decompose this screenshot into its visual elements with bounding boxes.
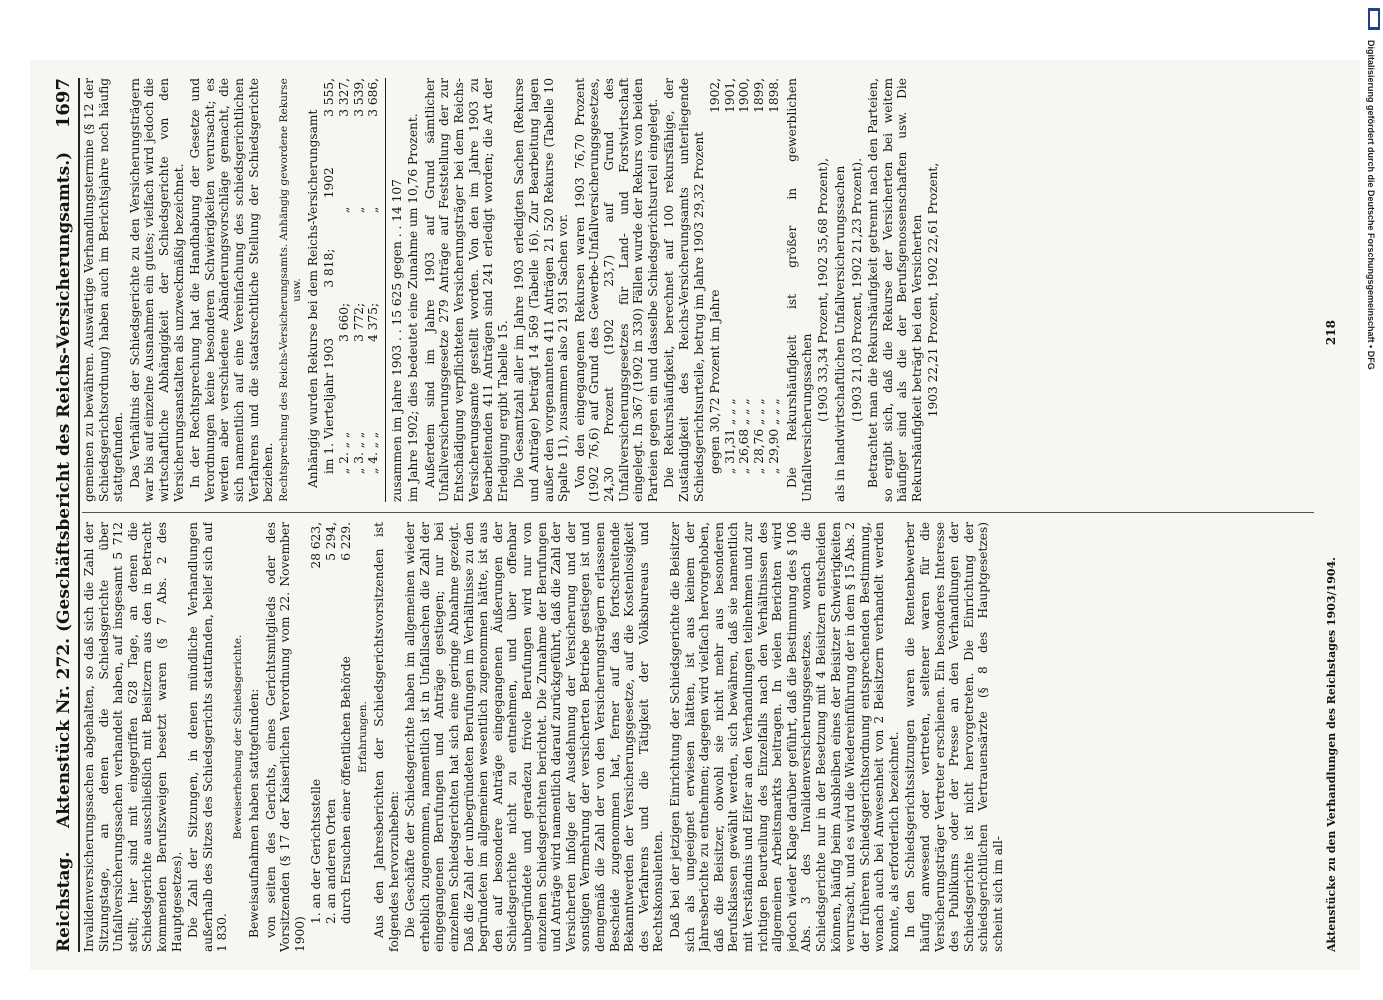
list-item: „ 31,31 „ „ „ 1901, [722,78,737,474]
list-item: „ 29,90 „ „ „ 1898. [766,78,781,474]
section-heading: Rechtsprechung des Reichs-Versicherungsamts. Anhängig gewordene Rekurse usw. [277,78,303,502]
section-heading: Beweiserhebung der Schiedsgerichte. [231,634,244,840]
dfg-logo-icon [1368,8,1380,30]
paragraph: Betrachtet man die Rekurshäufigkeit getrennt nach den Parteien, so ergibt sich, daß die Rekurse der Versicherten bei weitem häufiger sind als die der Berufsgenossenschaften usw. Die Rekurshäufigkeit beträgt bei den Versicherten [866,78,924,502]
digitization-credit: Digitalisierung gefördert durch die Deutsche Forschungsgemeinschaft • DFG [1366,40,1376,370]
table-row: „ 3. „ „ 3 772; „ 3 539, [351,78,366,474]
right-column [82,78,1314,502]
paragraph: Die Rekurshäufigkeit ist größer in gewerblichen Unfallversicherungssachen [785,78,814,502]
paragraph: Die Gesamtzahl aller im Jahre 1903 erledigten Sachen (Rekurse und Anträge) beträgt 14 569 (Tabelle 16). Zur Bearbeitung lagen außer den vorgenannten 411 Anträgen 21 520 Rekurse (Tabelle 10 Spalte 11), zusammen also 21 931 Sachen vor. [512,78,571,502]
paragraph: Die Rekurshäufigkeit, berechnet auf 100 rekursfähige, der Zuständigkeit des Reichs-Versicherungsamts unterliegende Schiedsgerichtsurteile, betrug im Jahre 1903 29,32 Prozent [662,78,706,502]
paragraph: Anhängig wurden Rekurse bei dem Reichs-Versicherungsamt [305,109,320,488]
paragraph: 1903 22,21 Prozent, 1902 22,61 Prozent, [926,162,941,418]
paragraph: Aus den Jahresberichten der Schiedsgerichtsvorsitzenden ist folgendes hervorzuheben: [372,522,401,952]
table-row: im 1. Vierteljahr 1903 3 818; 1902 3 555, [322,78,337,474]
paragraph: Außerdem sind im Jahre 1903 auf Grund sämtlicher Unfallversicherungsgesetze 279 Anträge auf Feststellung der zur Entschädigung verpflichteten Versicherungsträger bei dem Reichs-Versicherungsamte gestellt worden. Von den im Jahre 1903 zu bearbeitenden 411 Anträgen sind 241 erledigt worden; die Art der Erledigung ergibt Tabelle 15. [422,78,510,502]
paragraph: im Jahre 1902; dies bedeutet eine Zunahme um 10,76 Prozent. [406,113,421,502]
paragraph: von seiten des Gerichts, eines Gerichtsmitglieds oder des Vorsitzenden (§ 17 der Kaiserlichen Verordnung vom 22. November 1900) [263,522,307,952]
list-item: „ 26,68 „ „ „ 1900, [737,78,752,474]
paragraph: Invalidenversicherungssachen abgehalten, so daß sich die Zahl der Sitzungstage, an denen die Schiedsgerichte über Unfallversicherungssachen verhandelt haben, auf insgesamt 5 712 stellt; hier sind mit eingegriffen 628 Tage, an denen die Schiedsgerichte ausschließlich mit Beisitzern aus den in Betracht kommenden Berufszweigen besetzt waren (§ 7 Abs. 2 des Hauptgesetzes). [82,522,184,952]
quarterly-table [322,78,380,474]
page-header [40,78,80,952]
signature-mark: 218 [1324,320,1338,346]
section-heading: Erfahrungen. [357,701,370,773]
paragraph: (1903 21,03 Prozent, 1902 21,23 Prozent). [849,158,864,422]
paragraph: Daß bei der jetzigen Einrichtung der Schiedsgerichte die Beisitzer sich als ungeeignet erwiesen hätten, ist aus keinem der Jahresberichte zu entnehmen; dagegen wird vielfach hervorgehoben, daß die Beisitzer, obwohl sie nicht mehr aus besonderen Berufsklassen gewählt werden, sich bewähren, daß sie namentlich mit Verständnis und Eifer an den Verhandlungen teilnehmen und zur richtigen Beurteilung des Einzelfalls nach den Verhältnissen des allgemeinen Arbeitsmarkts beitragen. In vielen Berichten wird jedoch wieder Klage darüber geführt, daß die Bestimmung des § 106 Abs. 3 des Invalidenversicherungsgesetzes, wonach die Schiedsgerichte nur in der Besetzung mit 4 Beisitzern entscheiden können, häufig beim Ausbleiben eines der Beisitzer Schwierigkeiten verursacht, und es wird die Wiedereinführung der in dem § 15 Abs. 2 der früheren Schiedsgerichtsordnung entsprechenden Bestimmung, wonach auch bei Anwesenheit von 2 Beisitzern verhandelt werden konnte, als erforderlich bezeichnet. [667,522,901,952]
statistics-list [309,522,353,924]
page-number: 1697 [53,78,74,129]
paragraph: Die Geschäfte der Schiedsgerichte haben im allgemeinen wieder erheblich zugenommen, namentlich ist in Unfallsachen die Zahl der eingegangenen Berufungen und Anträge gestiegen; nur bei einzelnen Schiedsgerichten hat sich eine geringe Abnahme gezeigt. Daß die Zahl der unbegründeten Berufungen im Verhältnisse zu den begründeten im allgemeinen wesentlich zugenommen hätte, ist aus den auf besondere Anträge eingegangenen Äußerungen der Schiedsgerichte nicht zu entnehmen, und über offenbar unbegründete und geradezu frivole Berufungen wird nur von einzelnen Schiedsgerichten berichtet. Die Zunahme der Berufungen und Anträge wird namentlich darauf zurückgeführt, daß die Zahl der Versicherten infolge der Ausdehnung der Versicherung und der sonstigen Vermehrung der versicherten Betriebe gestiegen ist und demgemäß die Zahl der von den Versicherungsträgern erlassenen Bescheide zugenommen hat, ferner auf das fortschreitende Bekanntwerden der Versicherungsgesetze, auf die Kostenlosigkeit des Verfahrens und die Tätigkeit der Volksbureaus und Rechtskonsulenten. [403,522,666,952]
paragraph: Von den eingegangenen Rekursen waren 1903 76,70 Prozent (1902 76,6) auf Grund des Gewerbe-Unfallversicherungsgesetzes, 24,30 Prozent (1902 23,7) auf Grund des Unfallversicherungsgesetzes für Land- und Forstwirtschaft eingelegt. In 367 (1902 in 330) Fällen wurde der Rekurs von beiden Parteien gegen ein und dasselbe Schiedsgerichtsurteil eingelegt. [572,78,660,502]
table-row: „ 2. „ „ 3 660; „ 3 327, [336,78,351,474]
list-item: „ 28,76 „ „ „ 1899, [751,78,766,474]
paragraph: In den Schiedsgerichtssitzungen waren die Rentenbewerber häufig anwesend oder vertreten, seltener waren für die Versicherungsträger Vertreter erschienen. Ein besonderes Interesse des Publikums oder der Presse an den Verhandlungen der Schiedsgerichte ist nicht hervorgetreten. Die Einrichtung der schiedsgerichtlichen Vertrauensärzte (§ 8 des Hauptgesetzes) scheint sich im all- [903,522,1006,952]
list-item: 1. an der Gerichtsstelle 28 623, [309,522,324,924]
paragraph: Das Verhältnis der Schiedsgerichte zu den Versicherungsträgern war bis auf einzelne Ausnahmen ein gutes; vielfach wird jedoch die wirtschaftliche Abhängigkeit der Schiedsgerichte von den Versicherungsanstalten als unzweckmäßig bezeichnet. [127,78,186,502]
comparison-list [708,78,781,474]
paragraph: (1903 33,34 Prozent, 1902 35,68 Prozent), [816,158,831,422]
header-title: Aktenstück Nr. 272. (Geschäftsbericht des Reichs-Versicherungsamts.) [54,151,74,828]
paragraph: als in landwirtschaftlichen Unfallversicherungssachen [832,165,847,502]
list-item: durch Ersuchen einer öffentlichen Behörde 6 229. [338,522,353,924]
left-column [82,522,1314,952]
paragraph: Die Zahl der Sitzungen, in denen mündliche Verhandlungen außerhalb des Sitzes des Schiedsgerichts stattfanden, belief sich auf 1 830. [186,522,230,952]
list-item: gegen 30,72 Prozent im Jahre 1902, [708,78,723,474]
list-item: 2. an anderen Orten 5 294, [323,522,338,924]
paragraph: In der Rechtsprechung hat die Handhabung der Gesetze und Verordnungen keine besonderen Schwierigkeiten verursacht; es werden aber verschiedene Abänderungsvorschläge gemacht, die sich namentlich auf eine Vereinfachung des schiedsgerichtlichen Verfahrens und die staatsrechtliche Stellung der Schiedsgerichte beziehen. [188,78,276,502]
table-row: „ 4. „ „ 4 375; „ 3 686, [366,78,381,474]
total-line: zusammen im Jahre 1903 . . 15 625 gegen . . 14 107 [389,179,404,502]
column-divider [82,512,1314,513]
paragraph: gemeinen zu bewähren. Auswärtige Verhandlungstermine (§ 12 der Schiedsgerichtsordnung) haben auch im Berichtsjahre noch häufig stattgefunden. [82,78,126,502]
header-left: Reichstag. [54,851,74,952]
document-page [30,60,1360,970]
page-footer: Aktenstücke zu den Verhandlungen des Reichstages 1903/1904. [1325,557,1338,952]
paragraph: Beweisaufnahmen haben stattgefunden: [246,688,261,938]
sum-rule [385,78,386,502]
